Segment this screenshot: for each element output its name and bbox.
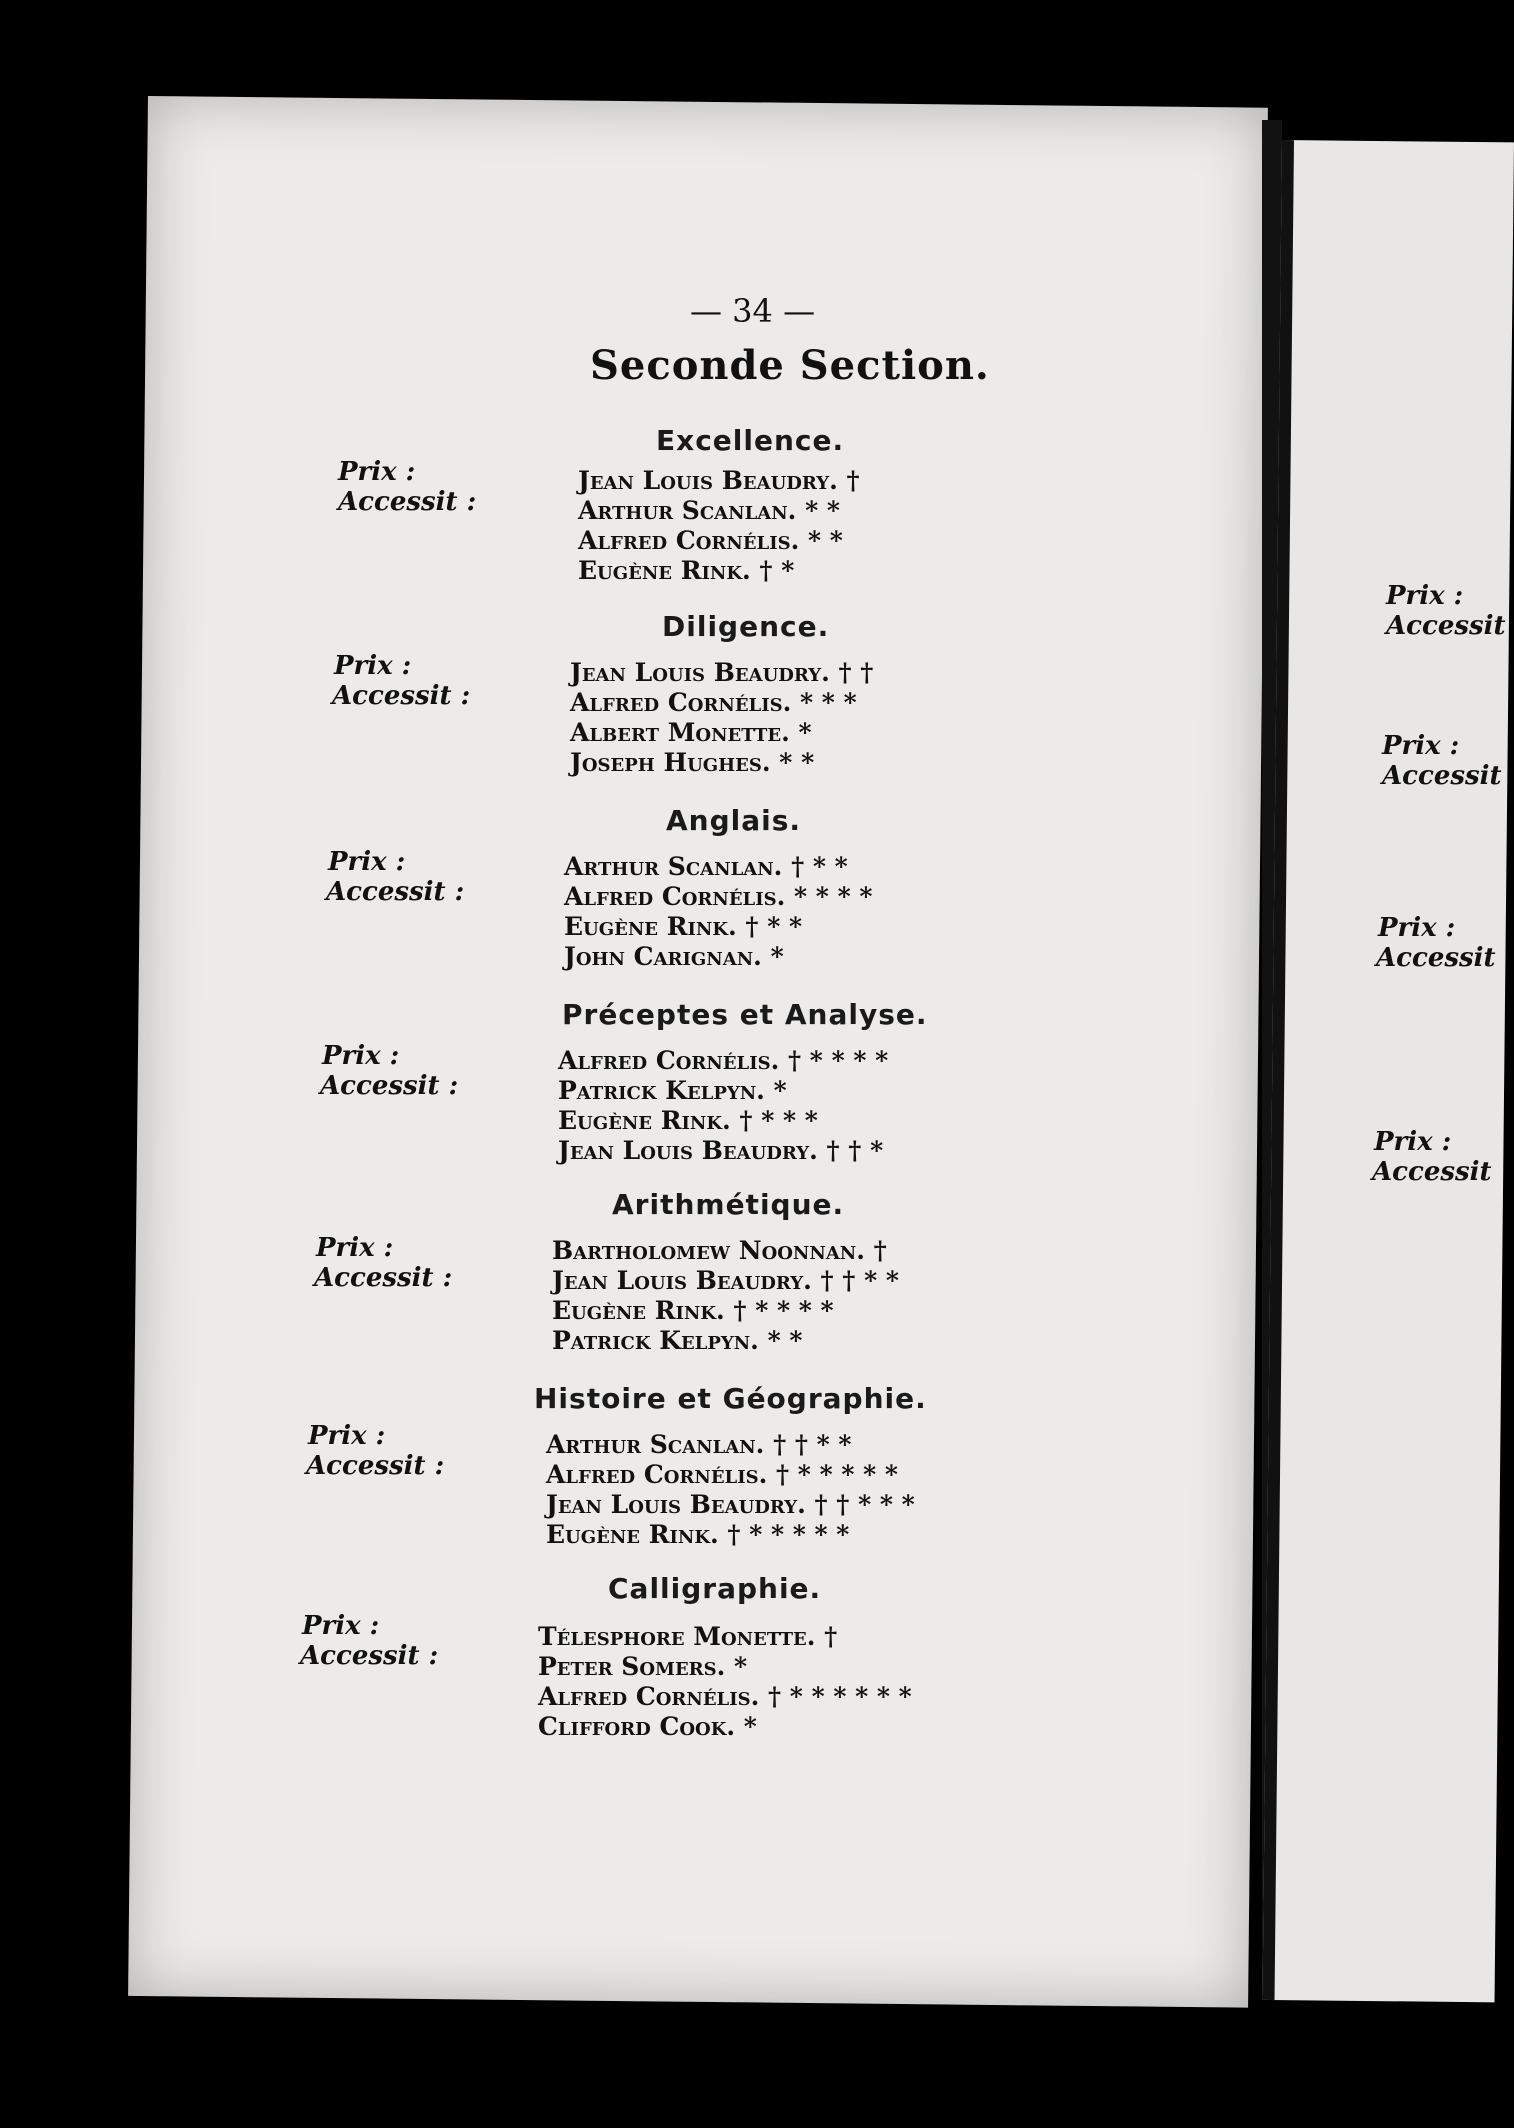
section-title: Seconde Section. xyxy=(590,342,990,389)
winner-name: Jean Louis Beaudry. † † xyxy=(570,658,874,687)
winner-name: Jean Louis Beaudry. † † * xyxy=(558,1136,884,1165)
winner-name: Alfred Cornélis. * * xyxy=(578,526,843,555)
winner-name: John Carignan. * xyxy=(564,942,784,971)
winner-name: Alfred Cornélis. † * * * * * * xyxy=(538,1682,912,1711)
winner-name: Arthur Scanlan. * * xyxy=(578,496,840,525)
accessit-label: Accessit : xyxy=(320,1071,459,1101)
accessit-label: Accessit : xyxy=(300,1641,439,1671)
winner-name: Eugène Rink. † * * * * * xyxy=(546,1520,850,1549)
prix-label: Prix : xyxy=(334,651,412,681)
subject-title: Anglais. xyxy=(666,804,802,837)
accessit-label: Accessit : xyxy=(338,487,477,517)
winner-name: Jean Louis Beaudry. † † * * xyxy=(552,1266,899,1295)
prix-label: Prix : xyxy=(338,457,416,487)
right-accessit-label: Accessit xyxy=(1386,611,1506,641)
page-number: — 34 — xyxy=(690,292,816,330)
winner-name: Patrick Kelpyn. * * xyxy=(552,1326,803,1355)
winners-list xyxy=(564,852,872,972)
subject-title: Préceptes et Analyse. xyxy=(562,998,928,1031)
subject-title: Histoire et Géographie. xyxy=(534,1382,927,1415)
subject-title: Excellence. xyxy=(656,424,845,457)
prix-label: Prix : xyxy=(328,847,406,877)
accessit-label: Accessit : xyxy=(306,1451,445,1481)
winner-name: Joseph Hughes. * * xyxy=(570,748,815,777)
winner-name: Patrick Kelpyn. * xyxy=(558,1076,787,1105)
winner-name: Eugène Rink. † * xyxy=(578,556,795,585)
winner-name: Bartholomew Noonnan. † xyxy=(552,1236,887,1265)
right-accessit-label: Accessit xyxy=(1376,943,1496,973)
winners-list xyxy=(546,1430,915,1550)
winner-name: Jean Louis Beaudry. † xyxy=(578,466,860,495)
prix-label: Prix : xyxy=(302,1611,380,1641)
winners-list xyxy=(552,1236,899,1356)
right-page-edge xyxy=(1263,140,1514,2002)
winner-name: Arthur Scanlan. † † * * xyxy=(546,1430,852,1459)
winner-name: Eugène Rink. † * * * xyxy=(558,1106,818,1135)
winner-name: Alfred Cornélis. † * * * * xyxy=(558,1046,889,1075)
winner-name: Clifford Cook. * xyxy=(538,1712,757,1741)
winners-list xyxy=(570,658,873,778)
accessit-label: Accessit : xyxy=(332,681,471,711)
winner-name: Eugène Rink. † * * xyxy=(564,912,803,941)
winners-list xyxy=(558,1046,888,1166)
winners-list xyxy=(538,1622,912,1742)
winner-name: Peter Somers. * xyxy=(538,1652,748,1681)
subject-title: Arithmétique. xyxy=(612,1188,845,1221)
right-prix-label: Prix : xyxy=(1374,1127,1452,1157)
winner-name: Arthur Scanlan. † * * xyxy=(564,852,848,881)
winner-name: Télesphore Monette. † xyxy=(538,1622,838,1651)
winners-list xyxy=(578,466,860,586)
right-prix-label: Prix : xyxy=(1378,913,1456,943)
winner-name: Alfred Cornélis. * * * xyxy=(570,688,857,717)
accessit-label: Accessit : xyxy=(326,877,465,907)
winner-name: Albert Monette. * xyxy=(570,718,812,747)
prix-label: Prix : xyxy=(322,1041,400,1071)
right-prix-label: Prix : xyxy=(1382,731,1460,761)
subject-title: Diligence. xyxy=(662,610,830,643)
right-prix-label: Prix : xyxy=(1386,581,1464,611)
prix-label: Prix : xyxy=(316,1233,394,1263)
winner-name: Alfred Cornélis. † * * * * * xyxy=(546,1460,898,1489)
winner-name: Jean Louis Beaudry. † † * * * xyxy=(546,1490,915,1519)
winner-name: Alfred Cornélis. * * * * xyxy=(564,882,873,911)
subject-title: Calligraphie. xyxy=(608,1572,822,1605)
right-accessit-label: Accessit xyxy=(1372,1157,1492,1187)
right-accessit-label: Accessit xyxy=(1382,761,1502,791)
accessit-label: Accessit : xyxy=(314,1263,453,1293)
prix-label: Prix : xyxy=(308,1421,386,1451)
winner-name: Eugène Rink. † * * * * xyxy=(552,1296,834,1325)
